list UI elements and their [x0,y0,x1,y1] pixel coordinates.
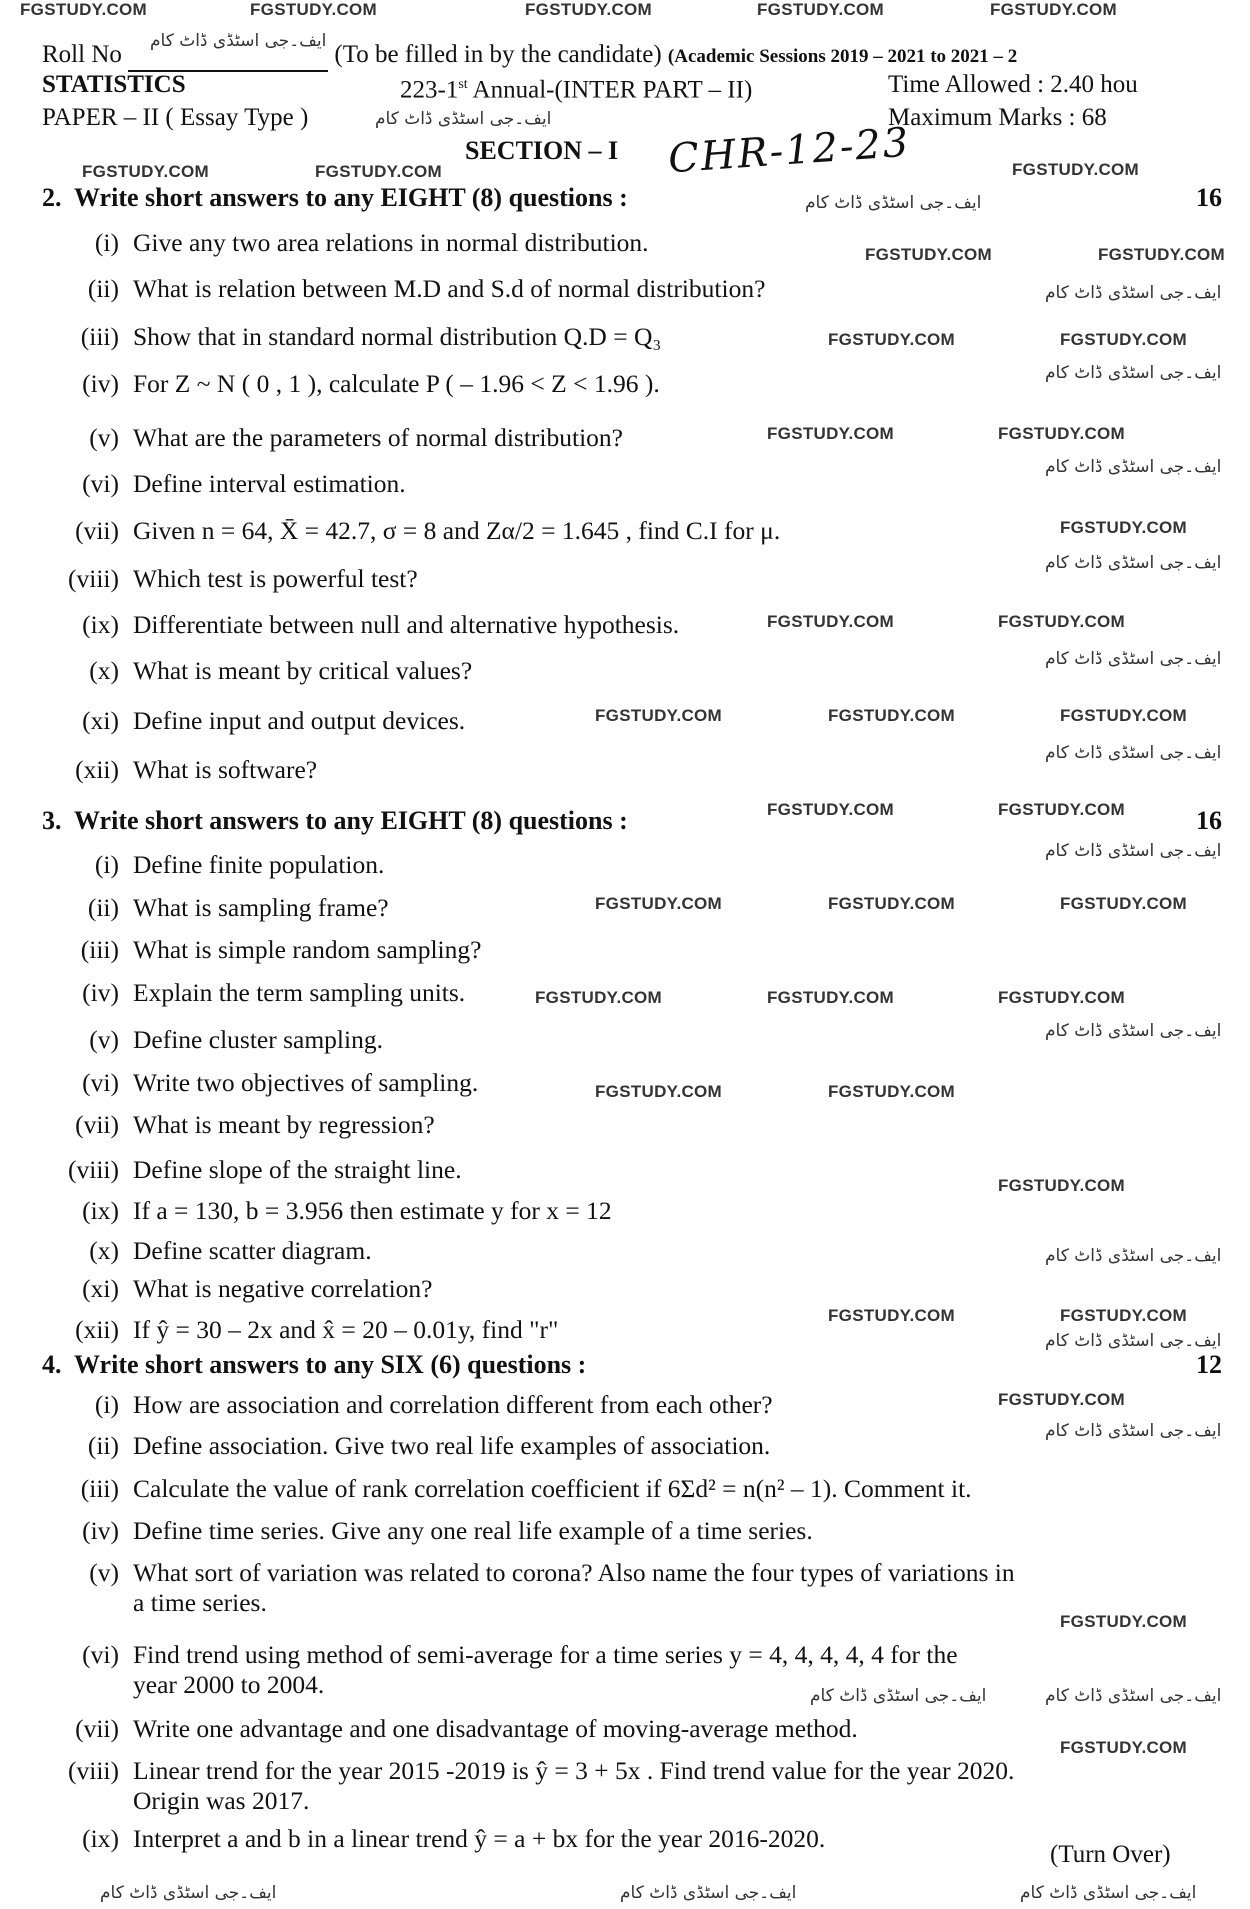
watermark: FGSTUDY.COM [525,0,653,19]
question-text-continued: a time series. [133,1588,267,1617]
question-text: What is negative correlation? [133,1274,433,1303]
urdu-watermark: ایف۔جی اسٹڈی ڈاٹ کام [620,1883,797,1903]
watermark: FGSTUDY.COM [20,0,148,19]
watermark: FGSTUDY.COM [1060,706,1188,725]
urdu-watermark: ایف۔جی اسٹڈی ڈاٹ کام [1045,1021,1222,1041]
question-item [82,1274,433,1304]
urdu-watermark: ایف۔جی اسٹڈی ڈاٹ کام [805,193,982,213]
watermark: FGSTUDY.COM [828,706,956,725]
question-item [82,610,680,640]
subject-title: STATISTICS [42,71,186,98]
question-item [75,1714,858,1744]
question-text: What is meant by critical values? [133,656,473,685]
session-note: (Academic Sessions 2019 – 2021 to 2021 – 2 [667,46,1018,67]
watermark: FGSTUDY.COM [1012,160,1140,179]
question-text: What is sampling frame? [133,893,389,922]
urdu-watermark: ایف۔جی اسٹڈی ڈاٹ کام [1045,743,1222,763]
question-number: (ix) [82,1196,119,1225]
question-text: Define cluster sampling. [133,1025,383,1054]
q3-marks: 16 [1196,806,1222,835]
question-item [82,978,466,1008]
watermark: FGSTUDY.COM [828,330,956,349]
question-item [89,1236,372,1266]
question-text: Define time series. Give any one real life example of a time series. [133,1516,813,1545]
question-item [68,1756,1015,1816]
watermark: FGSTUDY.COM [595,706,723,725]
q4-marks: 12 [1196,1350,1222,1379]
section-title: SECTION – I [465,136,619,165]
time-allowed: Time Allowed : 2.40 hou [888,71,1138,98]
question-item [68,1155,462,1185]
watermark: FGSTUDY.COM [767,424,895,443]
watermark: FGSTUDY.COM [998,1390,1126,1409]
question-item [82,1068,479,1098]
urdu-watermark: ایف۔جی اسٹڈی ڈاٹ کام [1045,1686,1222,1706]
question-item [89,1025,383,1055]
watermark: FGSTUDY.COM [1060,330,1188,349]
question-number: (ix) [82,610,119,639]
question-item [87,1431,771,1461]
watermark: FGSTUDY.COM [998,988,1126,1007]
urdu-watermark: ایف۔جی اسٹڈی ڈاٹ کام [1020,1883,1197,1903]
question-number: (x) [89,1236,119,1265]
question-text: Write two objectives of sampling. [133,1068,479,1097]
urdu-watermark: ایف۔جی اسٹڈی ڈاٹ کام [1045,1421,1222,1441]
question-item [82,706,466,736]
question-number: (ii) [87,1431,119,1460]
watermark: FGSTUDY.COM [767,800,895,819]
question-number: (v) [89,423,119,452]
watermark: FGSTUDY.COM [595,894,723,913]
watermark: FGSTUDY.COM [990,0,1118,19]
watermark: FGSTUDY.COM [767,988,895,1007]
watermark: FGSTUDY.COM [1060,1306,1188,1325]
q2-marks: 16 [1196,183,1222,212]
question-number: (iii) [80,935,119,964]
question-item [87,893,389,923]
question-text: Find trend using method of semi-average for a time series y = 4, 4, 4, 4, 4 for the [133,1640,958,1669]
question-text: Write one advantage and one disadvantage of moving-average method. [133,1714,858,1743]
watermark: FGSTUDY.COM [1060,518,1188,537]
roll-no-label: Roll No [42,41,122,68]
question-text: Which test is powerful test? [133,564,418,593]
question-item [89,656,473,686]
urdu-watermark: ایف۔جی اسٹڈی ڈاٹ کام [1045,283,1222,303]
watermark: FGSTUDY.COM [998,612,1126,631]
watermark: FGSTUDY.COM [998,424,1126,443]
question-number: (vi) [82,469,119,498]
watermark: FGSTUDY.COM [828,894,956,913]
question-item [82,369,660,399]
question-number: (iv) [82,978,119,1007]
question-number: (ix) [82,1824,119,1853]
question-item [75,1110,435,1140]
question-text: Define input and output devices. [133,706,466,735]
urdu-watermark: ایف۔جی اسٹڈی ڈاٹ کام [1045,649,1222,669]
turn-over: (Turn Over) [1050,1841,1171,1868]
q4-heading: 4. Write short answers to any SIX (6) questions : [42,1350,587,1379]
question-text: Interpret a and b in a linear trend ŷ = a + bx for the year 2016-2020. [133,1824,826,1853]
question-number: (iv) [82,1516,119,1545]
question-text-continued: year 2000 to 2004. [133,1670,325,1699]
question-number: (xii) [75,755,119,784]
q3-heading: 3. Write short answers to any EIGHT (8) questions : [42,806,628,835]
watermark: FGSTUDY.COM [998,1176,1126,1195]
watermark: FGSTUDY.COM [250,0,378,19]
exam-title: 223-1st Annual-(INTER PART – II) [400,76,753,104]
question-number: (xii) [75,1315,119,1344]
question-number: (viii) [68,1155,119,1184]
question-text: What is meant by regression? [133,1110,435,1139]
question-number: (iii) [80,322,119,351]
question-item [80,935,482,965]
urdu-watermark: ایف۔جی اسٹڈی ڈاٹ کام [150,31,327,51]
question-text: Linear trend for the year 2015 -2019 is ŷ = 3 + 5x . Find trend value for the year 2020. [133,1756,1015,1785]
question-text: What is simple random sampling? [133,935,482,964]
watermark: FGSTUDY.COM [828,1082,956,1101]
question-number: (vii) [75,516,119,545]
question-number: (i) [94,1390,119,1419]
q2-heading: 2. Write short answers to any EIGHT (8) questions : [42,183,628,212]
question-item [80,1474,972,1504]
watermark: FGSTUDY.COM [82,162,210,181]
question-number: (iii) [80,1474,119,1503]
question-text: What is software? [133,755,318,784]
urdu-watermark: ایف۔جی اسٹڈی ڈاٹ کام [1045,363,1222,383]
roll-no-blank [128,48,328,72]
question-item [75,516,781,546]
watermark: FGSTUDY.COM [865,245,993,264]
question-text: For Z ~ N ( 0 , 1 ), calculate P ( – 1.96 < Z < 1.96 ). [133,369,660,398]
question-text: Show that in standard normal distribution Q.D = Q₃ [133,322,662,351]
question-item [89,1558,1015,1618]
question-number: (ii) [87,274,119,303]
question-item [82,1824,826,1854]
question-number: (v) [89,1558,119,1587]
question-text: Define interval estimation. [133,469,406,498]
question-item [75,755,318,785]
question-text: Explain the term sampling units. [133,978,466,1007]
question-number: (ii) [87,893,119,922]
question-number: (x) [89,656,119,685]
question-number: (xi) [82,1274,119,1303]
question-number: (viii) [68,1756,119,1785]
watermark: FGSTUDY.COM [535,988,663,1007]
urdu-watermark: ایف۔جی اسٹڈی ڈاٹ کام [100,1883,277,1903]
question-item [94,850,385,880]
question-text: Calculate the value of rank correlation coefficient if 6Σd² = n(n² – 1). Comment it. [133,1474,972,1503]
watermark: FGSTUDY.COM [757,0,885,19]
watermark: FGSTUDY.COM [828,1306,956,1325]
question-text: What sort of variation was related to corona? Also name the four types of variations in [133,1558,1015,1587]
question-text: How are association and correlation different from each other? [133,1390,773,1419]
question-number: (v) [89,1025,119,1054]
watermark: FGSTUDY.COM [998,800,1126,819]
question-text: If a = 130, b = 3.956 then estimate y for x = 12 [133,1196,612,1225]
question-text: Define scatter diagram. [133,1236,372,1265]
question-item [82,469,406,499]
question-item [80,322,662,352]
question-number: (vi) [82,1640,119,1669]
question-text: Given n = 64, X̄ = 42.7, σ = 8 and Zα/2 = 1.645 , find C.I for μ. [133,516,781,545]
question-number: (viii) [68,564,119,593]
watermark: FGSTUDY.COM [767,612,895,631]
question-item [68,564,418,594]
question-number: (xi) [82,706,119,735]
watermark: FGSTUDY.COM [1060,894,1188,913]
urdu-watermark: ایف۔جی اسٹڈی ڈاٹ کام [810,1686,987,1706]
question-number: (i) [94,850,119,879]
urdu-watermark: ایف۔جی اسٹڈی ڈاٹ کام [1045,1246,1222,1266]
question-number: (vi) [82,1068,119,1097]
urdu-watermark: ایف۔جی اسٹڈی ڈاٹ کام [1045,457,1222,477]
question-number: (i) [94,228,119,257]
question-item [75,1315,559,1345]
question-text: What is relation between M.D and S.d of normal distribution? [133,274,766,303]
question-text: Define association. Give two real life examples of association. [133,1431,771,1460]
watermark: FGSTUDY.COM [595,1082,723,1101]
watermark: FGSTUDY.COM [1060,1612,1188,1631]
question-number: (vii) [75,1714,119,1743]
urdu-watermark: ایف۔جی اسٹڈی ڈاٹ کام [1045,841,1222,861]
question-text: If ŷ = 30 – 2x and x̂ = 20 – 0.01y, find "r" [133,1315,559,1344]
question-number: (iv) [82,369,119,398]
question-item [89,423,623,453]
question-item [82,1196,612,1226]
question-text: What are the parameters of normal distribution? [133,423,623,452]
watermark: FGSTUDY.COM [1060,1738,1188,1757]
question-text: Give any two area relations in normal distribution. [133,228,649,257]
question-number: (vii) [75,1110,119,1139]
urdu-watermark: ایف۔جی اسٹڈی ڈاٹ کام [375,109,552,129]
question-text: Define slope of the straight line. [133,1155,462,1184]
question-item [94,1390,773,1420]
urdu-watermark: ایف۔جی اسٹڈی ڈاٹ کام [1045,1331,1222,1351]
question-text-continued: Origin was 2017. [133,1786,310,1815]
question-text: Differentiate between null and alternative hypothesis. [133,610,680,639]
question-item [94,228,649,258]
watermark: FGSTUDY.COM [1098,245,1226,264]
roll-no-note: (To be filled in by the candidate) [334,41,662,68]
urdu-watermark: ایف۔جی اسٹڈی ڈاٹ کام [1045,553,1222,573]
max-marks: Maximum Marks : 68 [888,104,1107,131]
question-item [82,1516,813,1546]
question-item [87,274,766,304]
handwritten-note: CHR-12-23 [666,119,912,183]
paper-type: PAPER – II ( Essay Type ) [42,104,309,131]
watermark: FGSTUDY.COM [315,162,443,181]
question-text: Define finite population. [133,850,385,879]
